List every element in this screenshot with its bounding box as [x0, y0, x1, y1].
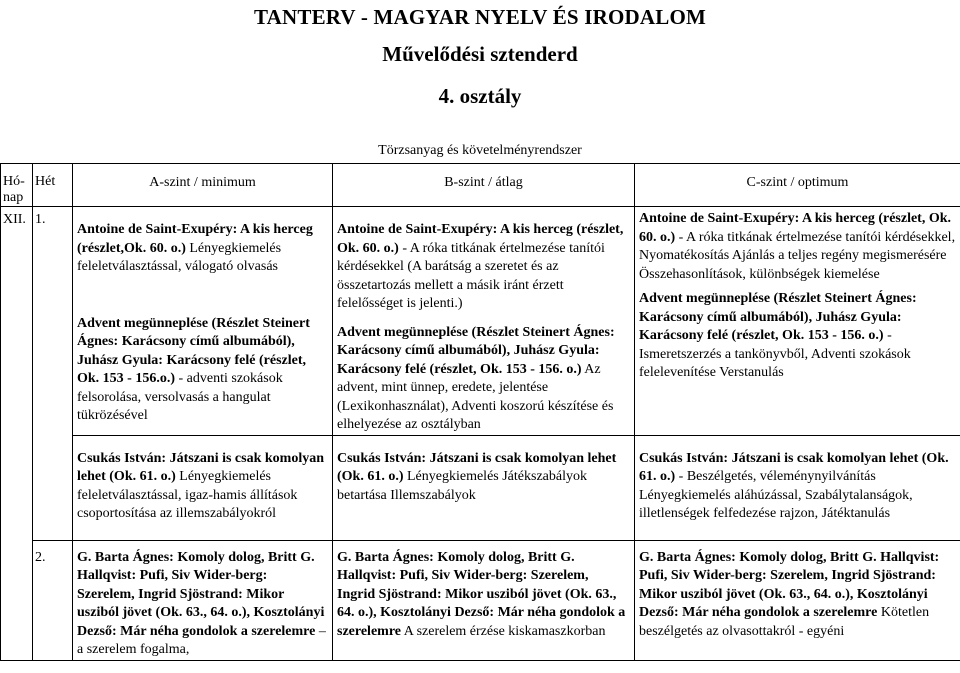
b-level-cell: [333, 540, 635, 660]
c-level-cell: [635, 207, 960, 436]
grade-heading: 4. osztály: [438, 84, 522, 108]
c-level-cell: [635, 435, 960, 540]
c-level-cell: [635, 540, 960, 660]
list-item: G. Barta Ágnes: Komoly dolog, Britt G. Hallqvist: Pufi, Siv Wider-berg: Szerelem, Ingrid Sjöstrand: Mikor usziból jövet (Ok. 63., 64. o.), Kosztolányi Dezső: Már néha gondolok a szerelemre – a szerelem fogalma,: [77, 549, 326, 657]
a-level-cell: [73, 540, 333, 660]
week-cell: 1.: [33, 207, 73, 541]
b-level-cell: [333, 435, 635, 540]
col-header-a-level: A-szint / minimum: [73, 164, 333, 207]
a-level-cell: [73, 435, 333, 540]
document-title: TANTERV - MAGYAR NYELV ÉS IRODALOM: [254, 5, 706, 29]
month-cell: XII.: [1, 207, 33, 661]
col-header-c-level: C-szint / optimum: [635, 164, 960, 207]
table-row: [1, 207, 960, 436]
curriculum-table: [0, 163, 960, 661]
week-cell: 2.: [33, 540, 73, 660]
table-header-row: [1, 164, 960, 207]
col-header-b-level: B-szint / átlag: [333, 164, 635, 207]
list-item: Antoine de Saint-Exupéry: A kis herceg (részlet, Ok. 60. o.) - A róka titkának értelmezése tanítói kérdésekkel, Nyomatékosítás Ajánlás a teljes regény megismerésére Összehasonlítások, különbségek kiemelése: [639, 211, 956, 282]
standard-heading: Művelődési sztenderd: [382, 42, 578, 66]
list-item: G. Barta Ágnes: Komoly dolog, Britt G. Hallqvist: Pufi, Siv Wider-berg: Szerelem, Ingrid Sjöstrand: Mikor usziból jövet (Ok. 63., 64. o.), Kosztolányi Dezső: Már néha gondolok a szerelemre A szerelem érzése kiskamaszkorban: [337, 549, 626, 639]
list-item: Advent megünneplése (Részlet Steinert Ágnes: Karácsony című albumából), Juhász Gyula: Karácsony felé (részlet, Ok. 153 - 156. o.) Az advent, mint ünnep, eredete, jelentése (Lexikonhasználat), Adventi koszorú készítése és elhelyezése az osztályban: [337, 324, 615, 432]
list-item: G. Barta Ágnes: Komoly dolog, Britt G. Hallqvist: Pufi, Siv Wider-berg: Szerelem, Ingrid Sjöstrand: Mikor usziból jövet (Ok. 63., 64. o.), Kosztolányi Dezső: Már néha gondolok a szerelemre Kötetlen beszélgetés az olvasottakról - egyéni: [639, 549, 940, 639]
list-item: Advent megünneplése (Részlet Steinert Ágnes: Karácsony című albumából), Juhász Gyula: Karácsony felé (részlet, Ok. 153 - 156.o.) - adventi szokások felsorolása, versolvasás a hangulat tükrözésével: [77, 315, 310, 423]
list-item: Csukás István: Játszani is csak komolyan lehet (Ok. 61. o.) - Beszélgetés, véleménynyilvánítás Lényegkiemelés aláhúzással, Szabálytalanságok, illetlenségek felfedezése rajzon, Játéktanulás: [639, 450, 949, 521]
a-level-cell: [73, 207, 333, 436]
list-item: Antoine de Saint-Exupéry: A kis herceg (részlet, Ok. 60. o.) - A róka titkának értelmezése tanítói kérdésekkel (A barátság a szeretet és az összetartozás mellett a másik iránt érzett felelősséget is jelenti.): [337, 222, 624, 311]
list-item: Csukás István: Játszani is csak komolyan lehet (Ok. 61. o.) Lényegkiemelés feleletválasztással, igaz-hamis állítások csoportosítása az illemszabályokról: [77, 450, 324, 521]
list-item: Advent megünneplése (Részlet Steinert Ágnes: Karácsony című albumából), Juhász Gyula: Karácsony felé (részlet, Ok. 153 - 156. o.) - Ismeretszerzés a tankönyvből, Adventi szokások felelevenítése Verstanulás: [639, 291, 917, 380]
col-header-week: Hét: [33, 164, 73, 207]
table-row: [1, 540, 960, 660]
list-item: Antoine de Saint-Exupéry: A kis herceg (részlet,Ok. 60. o.) Lényegkiemelés feleletválasztással, válogató olvasás: [77, 222, 313, 274]
subtitle: Törzsanyag és követelményrendszer: [378, 143, 582, 158]
b-level-cell: [333, 207, 635, 436]
list-item: Csukás István: Játszani is csak komolyan lehet (Ok. 61. o.) Lényegkiemelés Játékszabályok betartása Illemszabályok: [337, 450, 617, 503]
table-row: [1, 435, 960, 540]
col-header-month: Hó-nap: [1, 164, 33, 207]
